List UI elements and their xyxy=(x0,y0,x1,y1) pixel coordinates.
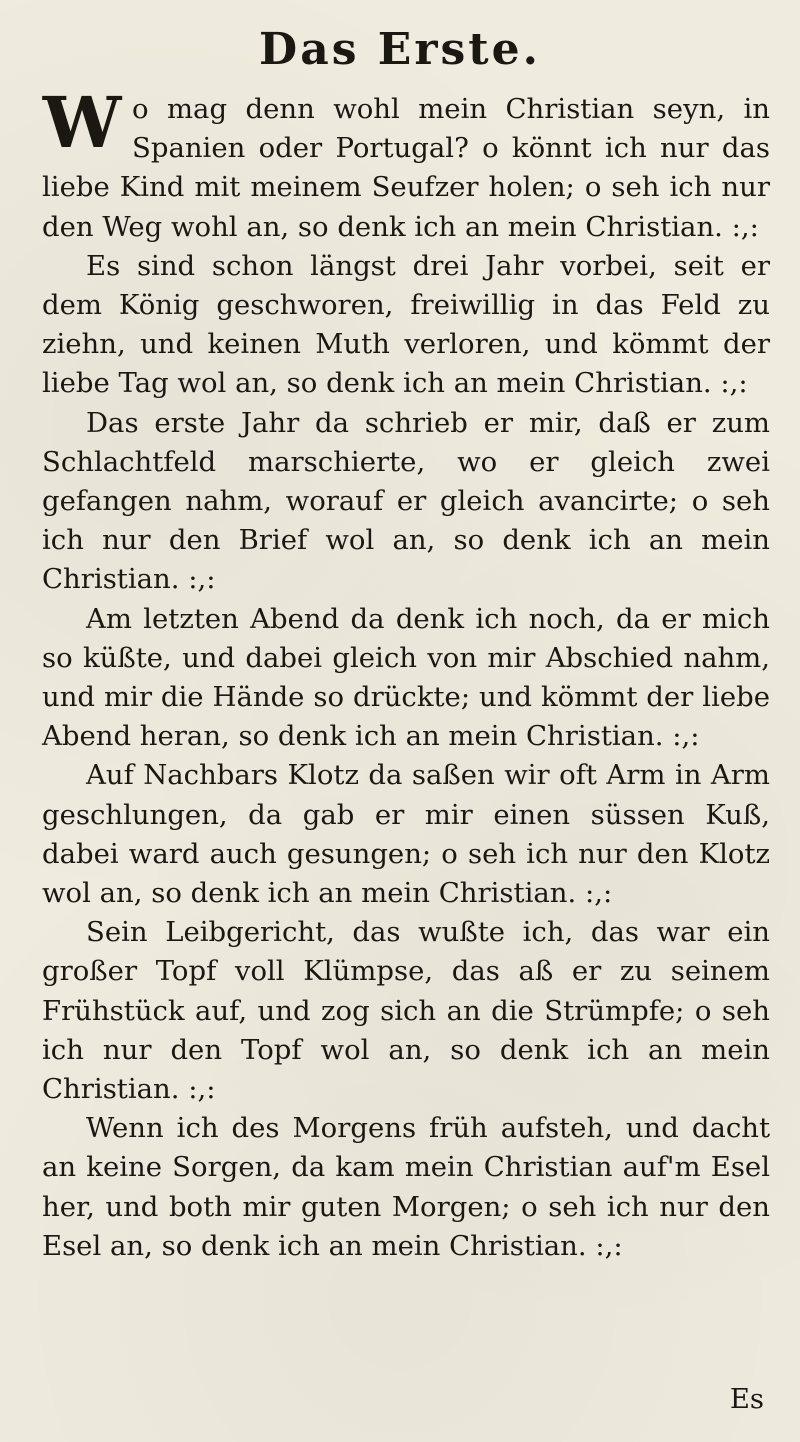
stanza-text: Sein Leibgericht, das wußte ich, das war ein großer Topf voll Klümpse, das aß er zu seinem Frühstück auf, und zog sich an die Strümpfe; o seh ich nur den Topf wol an, so denk ich an mein Christian. :,: xyxy=(42,916,770,1106)
stanza-text: Das erste Jahr da schrieb er mir, daß er zum Schlachtfeld marschierte, wo er gleich zwei gefangen nahm, worauf er gleich avancirte; o seh ich nur den Brief wol an, so denk ich an mein Christian. :,: xyxy=(42,406,770,596)
stanza-text: Es sind schon längst drei Jahr vorbei, seit er dem König geschworen, freiwillig in das Feld zu ziehn, und keinen Muth verloren, und kömmt der liebe Tag wol an, so denk ich an mein Christian. :,: xyxy=(42,249,770,400)
stanza-7 xyxy=(42,1109,770,1266)
stanza-1 xyxy=(42,81,770,247)
stanza-text: Wenn ich des Morgens früh aufsteh, und dacht an keine Sorgen, da kam mein Christian auf'm Esel her, und both mir guten Morgen; o seh ich nur den Esel an, so denk ich an mein Christian. :,: xyxy=(42,1112,770,1262)
decorated-initial: W xyxy=(42,81,122,164)
catchword: Es xyxy=(729,1383,764,1415)
stanza-2 xyxy=(42,247,770,404)
stanza-3 xyxy=(42,404,770,600)
stanza-5 xyxy=(42,756,770,913)
page-title: Das Erste. xyxy=(259,24,541,75)
stanza-6 xyxy=(42,913,770,1109)
stanza-text: Auf Nachbars Klotz da saßen wir oft Arm in Arm geschlungen, da gab er mir einen süssen Kuß, dabei ward auch gesungen; o seh ich nur den Klotz wol an, so denk ich an mein Christian. :,: xyxy=(42,759,770,910)
stanza-text: Am letzten Abend da denk ich noch, da er mich so küßte, und dabei gleich von mir Abschied nahm, und mir die Hände so drückte; und kömmt der liebe Abend heran, so denk ich an mein Christian. :,: xyxy=(42,602,770,753)
song-text xyxy=(42,81,770,1266)
stanza-text: o mag denn wohl mein Christian seyn, in Spanien oder Portugal? o könnt ich nur das liebe Kind mit meinem Seufzer holen; o seh ich nur den Weg wohl an, so denk ich an mein Christian. :,: xyxy=(42,93,770,243)
stanza-4 xyxy=(42,600,770,757)
